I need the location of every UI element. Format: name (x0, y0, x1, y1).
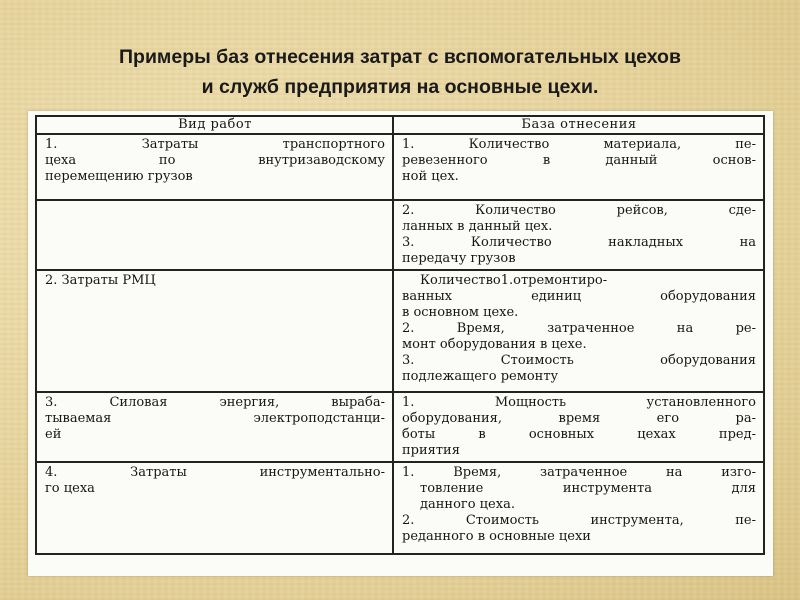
slide-title (0, 42, 800, 102)
work-line: цеха по внутризаводскому (45, 153, 385, 168)
base-line: передачу грузов (402, 251, 516, 266)
slide-title-line-2: и служб предприятия на основные цехи. (201, 76, 599, 98)
base-line: ревезенного в данный основ- (402, 153, 756, 168)
work-cell-empty (36, 200, 393, 270)
base-line: в основном цехе. (402, 305, 519, 320)
base-cell (393, 134, 764, 200)
base-line: данного цеха. (420, 497, 515, 512)
work-line: перемещению грузов (45, 169, 193, 184)
work-line: 3. Силовая энергия, выраба- (45, 395, 385, 410)
work-line: тываемая электроподстанци- (45, 411, 385, 426)
table-row (36, 270, 764, 392)
table-row (36, 462, 764, 554)
table-row (36, 392, 764, 462)
header-work-type: Вид работ (36, 116, 393, 134)
base-line: 2. Стоимость инструмента, пе- (402, 513, 756, 528)
table-row (36, 134, 764, 200)
base-line: боты в основных цехах пред- (402, 427, 756, 442)
base-cell (393, 200, 764, 270)
work-cell (36, 462, 393, 554)
work-line: 2. Затраты РМЦ (45, 273, 156, 288)
base-line: 2. Время, затраченное на ре- (402, 321, 756, 336)
base-cell (393, 270, 764, 392)
work-cell (36, 270, 393, 392)
table-header-row (36, 116, 764, 134)
base-line: 2. Количество рейсов, сде- (402, 203, 756, 218)
base-line: ванных единиц оборудования (402, 289, 756, 304)
table-row (36, 200, 764, 270)
work-line: 1. Затраты транспортного (45, 137, 385, 152)
slide-title-line-1: Примеры баз отнесения затрат с вспомогательных цехов (119, 46, 681, 68)
base-line: приятия (402, 443, 460, 458)
header-allocation-base: База отнесения (393, 116, 764, 134)
work-line: 4. Затраты инструментально- (45, 465, 385, 480)
work-cell (36, 134, 393, 200)
work-cell (36, 392, 393, 462)
base-line: Количество1.отремонтиро- (420, 273, 608, 288)
base-line: товление инструмента для (420, 481, 756, 496)
base-line: 3. Количество накладных на (402, 235, 756, 250)
base-line: подлежащего ремонту (402, 369, 559, 384)
work-line: го цеха (45, 481, 95, 496)
base-cell (393, 462, 764, 554)
base-line: ной цех. (402, 169, 459, 184)
work-line: ей (45, 427, 62, 442)
base-line: 3. Стоимость оборудования (402, 353, 756, 368)
base-line: 1. Мощность установленного (402, 395, 756, 410)
base-cell (393, 392, 764, 462)
base-line: оборудования, время его ра- (402, 411, 756, 426)
base-line: 1. Время, затраченное на изго- (402, 465, 756, 480)
scanned-document (28, 111, 773, 576)
base-line: ланных в данный цех. (402, 219, 553, 234)
base-line: 1. Количество материала, пе- (402, 137, 756, 152)
base-line: реданного в основные цехи (402, 529, 591, 544)
allocation-bases-table (35, 115, 765, 555)
base-line: монт оборудования в цехе. (402, 337, 587, 352)
